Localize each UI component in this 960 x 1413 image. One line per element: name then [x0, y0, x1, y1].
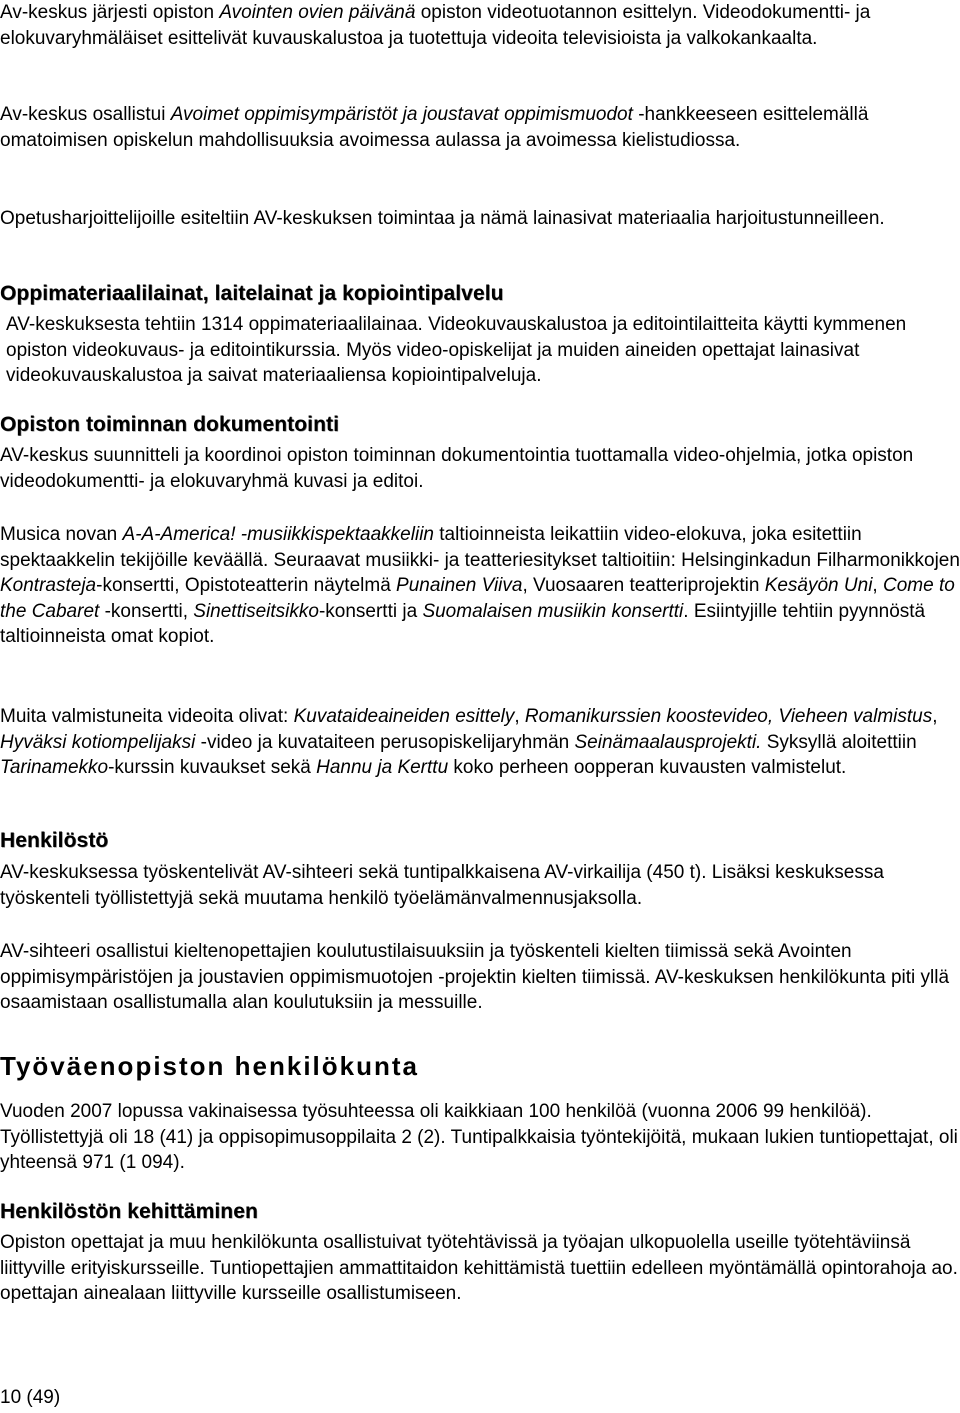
italic-title: Suomalaisen musiikin konsertti — [422, 600, 684, 622]
paragraph-personnel: Vuoden 2007 lopussa vakinaisessa työsuhteessa oli kaikkiaan 100 henkilöä (vuonna 2006 99 henkilöä). Työllistettyjä oli 18 (41) ja oppisopimusoppilaita 2 (2). Tuntipalkkaisia työntekijöitä, mukaan lukien tuntiopettajat, oli yhteensä 971 (1 094). — [0, 1101, 958, 1173]
text-run: opiston videotuotannon esittelyn. Videodokumentti- ja elokuvaryhmäläiset esittelivät kuvauskalustoa ja tuotettuja videoita televisioista ja valkokankaalta. — [0, 2, 871, 49]
italic-event-name: Avointen ovien päivänä — [219, 2, 416, 23]
paragraph-other-videos — [0, 704, 960, 781]
text-run: -kurssin kuvaukset sekä — [108, 757, 317, 778]
text-run: -konsertti, Opistoteatterin näytelmä — [96, 575, 397, 596]
italic-title: Tarinamekko — [0, 757, 109, 778]
italic-title: Hannu ja Kerttu — [316, 757, 449, 778]
text-run: , — [872, 575, 883, 596]
paragraph-trainees: Opetusharjoittelijoille esiteltiin AV-keskuksen toimintaa ja nämä lainasivat materiaalia harjoitustunneilleen. — [0, 208, 885, 229]
paragraph-documentation: AV-keskus suunnitteli ja koordinoi opiston toiminnan dokumentointia tuottamalla video-ohjelmia, jotka opiston videodokumentti- ja elokuvaryhmä kuvasi ja editoi. — [0, 445, 914, 492]
text-run: . Esiintyjille tehtiin pyynnöstä taltioinneista omat kopiot. — [0, 600, 926, 647]
text-run: -video ja kuvataiteen perusopiskelijaryhmän — [195, 731, 575, 753]
paragraph-open-house — [0, 0, 960, 51]
text-run: -konsertti ja — [318, 600, 423, 622]
heading-staff: Henkilöstö — [0, 829, 109, 852]
heading-loans: Oppimateriaalilainat, laitelainat ja kopiointipalvelu — [0, 282, 504, 305]
heading-documentation: Opiston toiminnan dokumentointi — [0, 413, 340, 436]
paragraph-staff-development: Opiston opettajat ja muu henkilökunta osallistuivat työtehtävissä ja työajan ulkopuolella useille työtehtäviinsä liittyville erityiskursseille. Tuntiopettajien ammattitaidon kehittämistä tuettiin edelleen myöntämällä opintorahoja ao. opettajan ainealaan liittyville kursseille osallistumiseen. — [0, 1232, 958, 1304]
text-run: koko perheen oopperan kuvausten valmistelut. — [448, 757, 847, 778]
paragraph-musica-nova — [0, 522, 960, 650]
page-number: 10 (49) — [0, 1387, 61, 1408]
italic-title: Punainen Viiva — [396, 575, 523, 596]
italic-title: A-A-America! -musiikkispektaakkeliin — [122, 524, 434, 545]
text-run: , Vuosaaren teatteriprojektin — [522, 575, 765, 596]
text-run: Av-keskus järjesti opiston — [0, 2, 220, 23]
text-run: Syksyllä aloitettiin — [761, 731, 917, 753]
paragraph-loans: AV-keskuksesta tehtiin 1314 oppimateriaalilainaa. Videokuvauskalustoa ja editointilaitteita käytti kymmenen opiston videokuvaus- ja editointikurssia. Myös video-opiskelijat ja muiden aineiden opettajat lainasivat videokuvauskalustoa ja saivat materiaaliensa kopiointipalveluja. — [6, 314, 907, 386]
heading-personnel: Työväenopiston henkilökunta — [0, 1051, 420, 1081]
text-run: Musica novan — [0, 524, 123, 545]
text-run: Av-keskus osallistui — [0, 104, 171, 125]
text-run: -konsertti, — [99, 600, 194, 622]
paragraph-staff: AV-keskuksessa työskentelivät AV-sihteeri sekä tuntipalkkaisena AV-virkailija (450 t). Lisäksi keskuksessa työskenteli työllistettyjä sekä muutama henkilö työelämänvalmennusjaksolla. — [0, 862, 884, 909]
italic-title: Come to the Cabaret — [0, 575, 955, 622]
italic-title: Kuvataideaineiden esittely — [293, 706, 515, 727]
italic-title: Kontrasteja — [0, 575, 97, 596]
italic-title: Kesäyön Uni — [764, 575, 873, 596]
heading-staff-development: Henkilöstön kehittäminen — [0, 1200, 258, 1223]
paragraph-av-secretary: AV-sihteeri osallistui kieltenopettajien koulutustilaisuuksiin ja työskenteli kielten tiimissä sekä Avointen oppimisympäristöjen ja joustavien oppimismuotojen -projektin kielten tiimissä. AV-keskuksen henkilökunta piti yllä osaamistaan osallistumalla alan koulutuksiin ja messuille. — [0, 941, 950, 1013]
italic-title: Seinämaalausprojekti. — [574, 731, 762, 753]
text-run: taltioinneista leikattiin video-elokuva, joka esitettiin spektaakkelin tekijöille keväällä. Seuraavat musiikki- ja teatteriesitykset taltioitiin: Helsinginkadun Filharmonikkojen — [0, 524, 960, 571]
italic-project-name: Avoimet oppimisympäristöt ja joustavat oppimismuodot — [170, 104, 633, 125]
text-run: , — [932, 706, 938, 727]
text-run: -hankkeeseen esittelemällä omatoimisen opiskelun mahdollisuuksia avoimessa aulassa ja avoimessa kielistudiossa. — [0, 104, 869, 151]
italic-title: Sinettiseitsikko — [193, 600, 319, 622]
text-run: Muita valmistuneita videoita olivat: — [0, 706, 294, 727]
paragraph-project — [0, 102, 960, 153]
italic-title: Hyväksi kotiompelijaksi — [0, 731, 196, 753]
text-run: , — [514, 706, 525, 727]
italic-title: Romanikurssien koostevideo, Vieheen valmistus — [524, 706, 933, 727]
